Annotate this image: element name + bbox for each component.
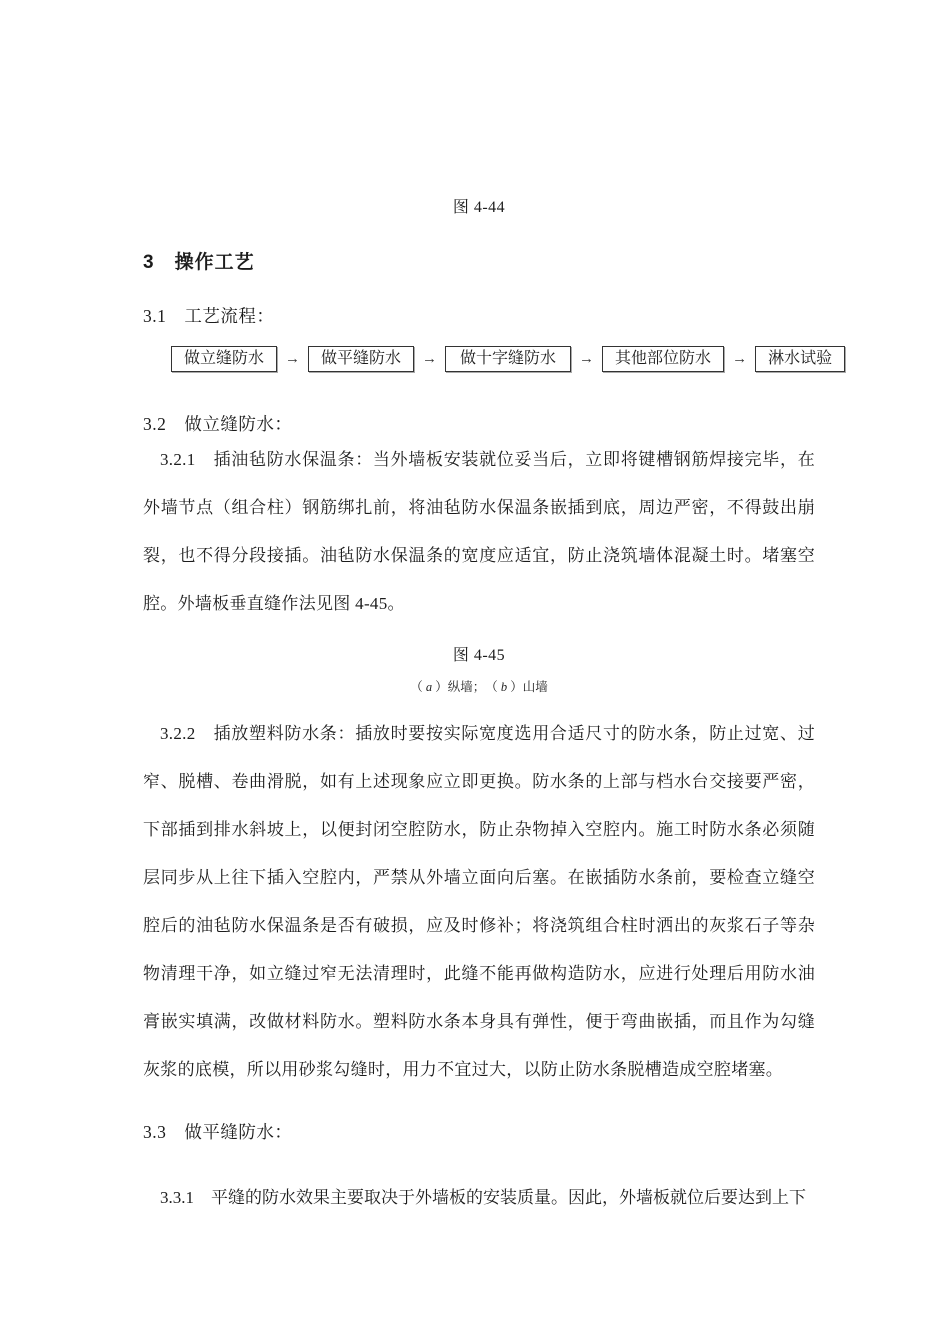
subcaption-label-b: b — [500, 680, 508, 694]
subcaption-label-a: a — [425, 680, 433, 694]
paragraph-3-2-1: 3.2.1 插油毡防水保温条：当外墙板安装就位妥当后，立即将键槽钢筋焊接完毕，在外墙节点（组合柱）钢筋绑扎前，将油毡防水保温条嵌插到底，周边严密，不得鼓出崩裂，也不得分段接插。油毡防水保温条的宽度应适宜，防止浇筑墙体混凝土时。堵塞空腔。外墙板垂直缝作法见图 4-45。 — [143, 450, 815, 613]
figure-45-subcaption — [143, 678, 815, 696]
section-3-3-heading: 3.3 做平缝防水： — [143, 1122, 293, 1142]
flow-arrow-icon: → — [422, 351, 438, 367]
flow-step-horizontal-joint: 做平缝防水 — [308, 346, 414, 372]
paragraph-3-3-1: 3.3.1 平缝的防水效果主要取决于外墙板的安装质量。因此，外墙板就位后要达到上下 — [160, 1188, 806, 1207]
flow-arrow-icon: → — [732, 351, 748, 367]
process-flowchart — [171, 344, 833, 374]
flow-step-water-test: 淋水试验 — [755, 346, 845, 372]
subcaption-paren: （ — [410, 680, 426, 694]
flow-step-other-parts: 其他部位防水 — [602, 346, 724, 372]
subcaption-text-gable-wall: ）山墙 — [507, 680, 548, 694]
flow-arrow-icon: → — [579, 351, 595, 367]
flow-step-cross-joint: 做十字缝防水 — [445, 346, 571, 372]
section-3-heading: 3 操作工艺 — [143, 252, 255, 273]
subcaption-text-longitudinal-wall: ）纵墙； （ — [432, 680, 501, 694]
figure-45-caption: 图 4-45 — [452, 647, 506, 664]
flow-step-vertical-joint: 做立缝防水 — [171, 346, 277, 372]
flow-arrow-icon: → — [285, 351, 301, 367]
section-3-1-heading: 3.1 工艺流程： — [143, 306, 275, 326]
figure-44-caption: 图 4-44 — [452, 199, 506, 216]
paragraph-3-2-2: 3.2.2 插放塑料防水条：插放时要按实际宽度选用合适尺寸的防水条，防止过宽、过窄、脱槽、卷曲滑脱，如有上述现象应立即更换。防水条的上部与档水台交接要严密，下部插到排水斜坡上，以便封闭空腔防水，防止杂物掉入空腔内。施工时防水条必须随层同步从上往下插入空腔内，严禁从外墙立面向后塞。在嵌插防水条前，要检查立缝空腔后的油毡防水保温条是否有破损，应及时修补；将浇筑组合柱时洒出的灰浆石子等杂物清理干净，如立缝过窄无法清理时，此缝不能再做构造防水，应进行处理后用防水油膏嵌实填满，改做材料防水。塑料防水条本身具有弹性，便于弯曲嵌插，而且作为勾缝灰浆的底模，所以用砂浆勾缝时，用力不宜过大，以防止防水条脱槽造成空腔堵塞。 — [143, 724, 815, 1079]
section-3-2-heading: 3.2 做立缝防水： — [143, 414, 293, 434]
